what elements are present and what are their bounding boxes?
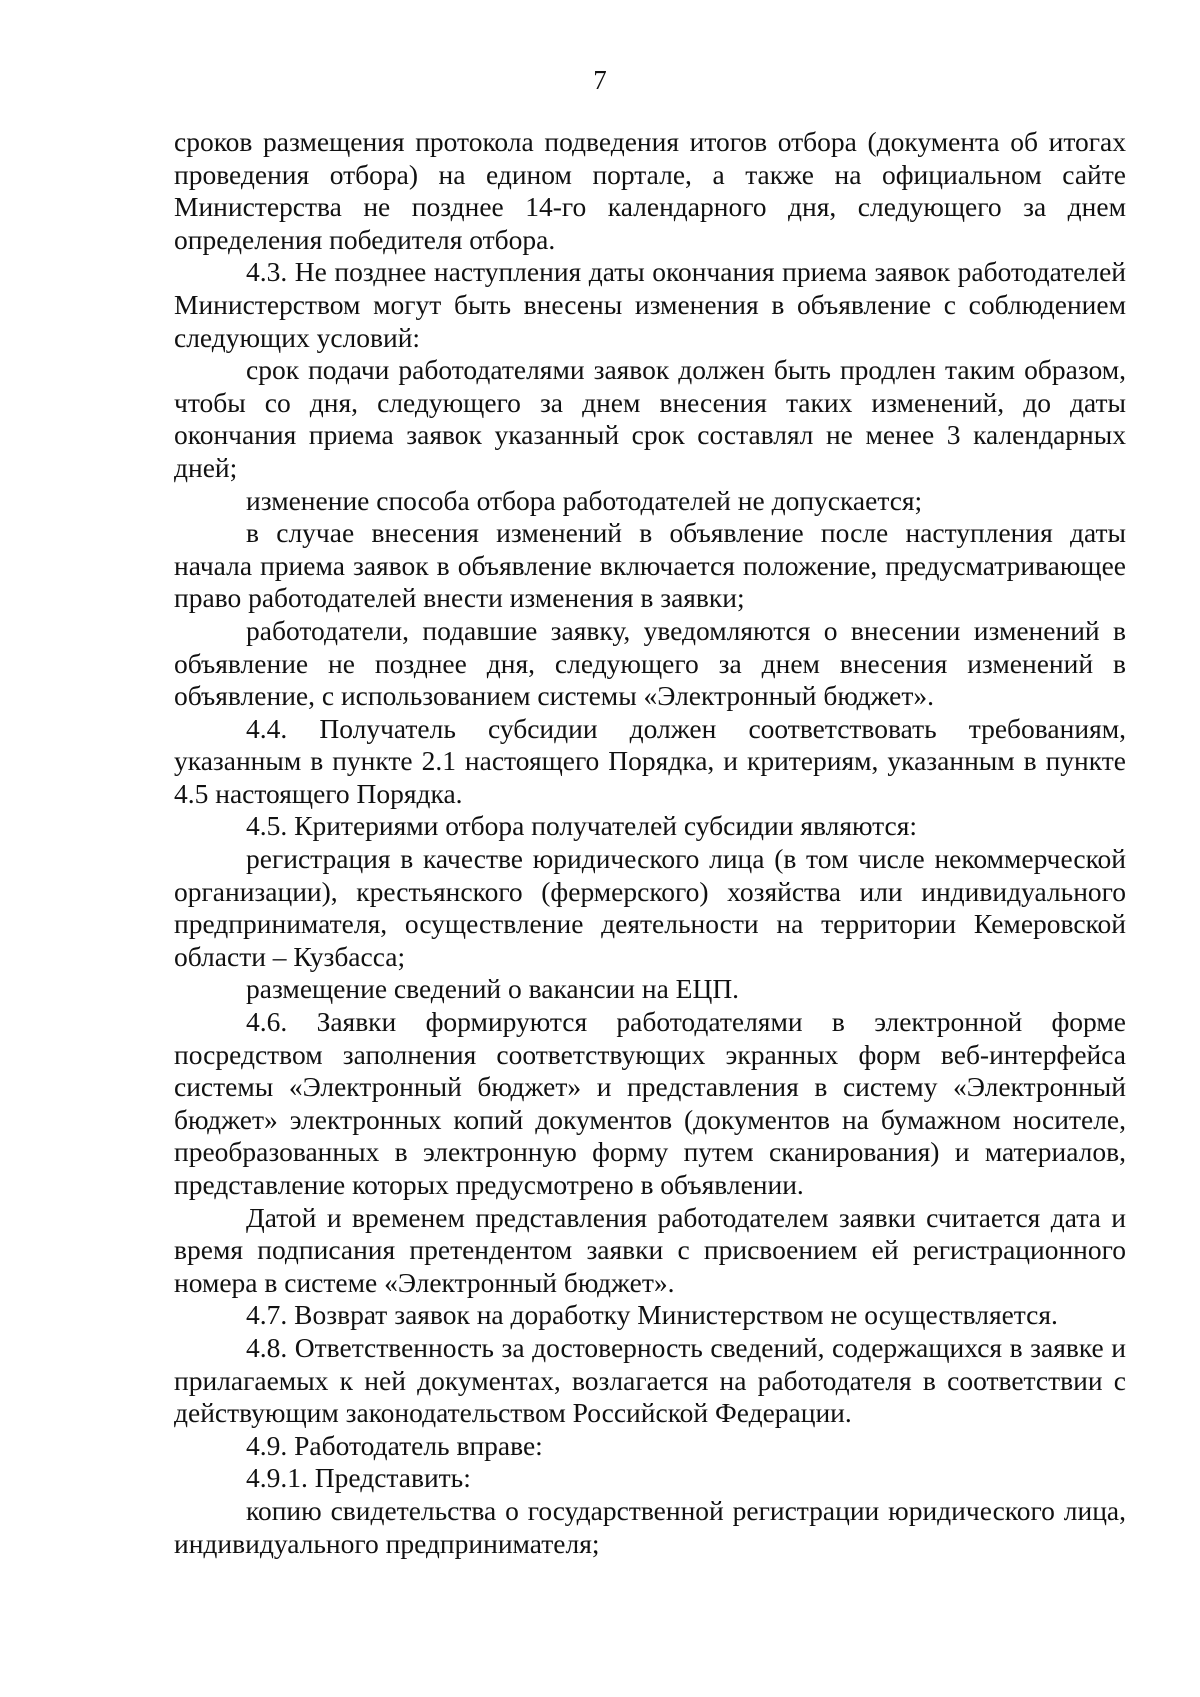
paragraph-4-9: 4.9. Работодатель вправе:	[246, 1429, 543, 1461]
paragraph-4-4: 4.4. Получатель субсидии должен соответствовать требованиям, указанным в пункте 2.1 настоящего Порядка, и критериям, указанным в пункте 4.5 настоящего Порядка.	[174, 712, 1126, 809]
paragraph-registration-criterion: регистрация в качестве юридического лица (в том числе некоммерческой организации), крестьянского (фермерского) хозяйства или индивидуального предпринимателя, осуществление деятельности на территории Кемеровской области – Кузбасса;	[174, 843, 1126, 972]
paragraph-4-7: 4.7. Возврат заявок на доработку Министерством не осуществляется.	[246, 1299, 1058, 1331]
paragraph-4-5: 4.5. Критериями отбора получателей субсидии являются:	[246, 810, 918, 842]
paragraph-notification: работодатели, подавшие заявку, уведомляются о внесении изменений в объявление не позднее дня, следующего за днем внесения изменений в объявление, с использованием системы «Электронный бюджет».	[174, 614, 1126, 712]
document-body	[174, 126, 1126, 1560]
paragraph-continuation: сроков размещения протокола подведения итогов отбора (документа об итогах проведения отбора) на едином портале, а также на официальном сайте Министерства не позднее 14-го календарного дня, следующего за днем определения победителя отбора.	[174, 126, 1126, 255]
paragraph-changes-after-start: в случае внесения изменений в объявление после наступления даты начала приема заявок в объявление включается положение, предусматривающее право работодателей внести изменения в заявки;	[174, 517, 1126, 614]
paragraph-deadline-extension: срок подачи работодателями заявок должен быть продлен таким образом, чтобы со дня, следующего за днем внесения таких изменений, до даты окончания приема заявок указанный срок составлял не менее 3 календарных дней;	[174, 354, 1126, 483]
paragraph-4-6: 4.6. Заявки формируются работодателями в электронной форме посредством заполнения соответствующих экранных форм веб-интерфейса системы «Электронный бюджет» и представления в систему «Электронный бюджет» электронных копий документов (документов на бумажном носителе, преобразованных в электронную форму путем сканирования) и материалов, представление которых предусмотрено в объявлении.	[174, 1006, 1126, 1200]
paragraph-vacancy-criterion: размещение сведений о вакансии на ЕЦП.	[246, 973, 740, 1005]
paragraph-4-8: 4.8. Ответственность за достоверность сведений, содержащихся в заявке и прилагаемых к ней документах, возлагается на работодателя в соответствии с действующим законодательством Российской Федерации.	[174, 1331, 1126, 1429]
paragraph-selection-method: изменение способа отбора работодателей не допускается;	[246, 484, 923, 516]
paragraph-4-9-1: 4.9.1. Представить:	[246, 1462, 471, 1494]
paragraph-submission-date: Датой и временем представления работодателем заявки считается дата и время подписания претендентом заявки с присвоением ей регистрационного номера в системе «Электронный бюджет».	[174, 1201, 1126, 1298]
paragraph-4-3: 4.3. Не позднее наступления даты окончания приема заявок работодателей Министерством могут быть внесены изменения в объявление с соблюдением следующих условий:	[174, 256, 1126, 353]
paragraph-registration-copy: копию свидетельства о государственной регистрации юридического лица, индивидуального предпринимателя;	[174, 1494, 1126, 1559]
page-number: 7	[593, 65, 607, 95]
